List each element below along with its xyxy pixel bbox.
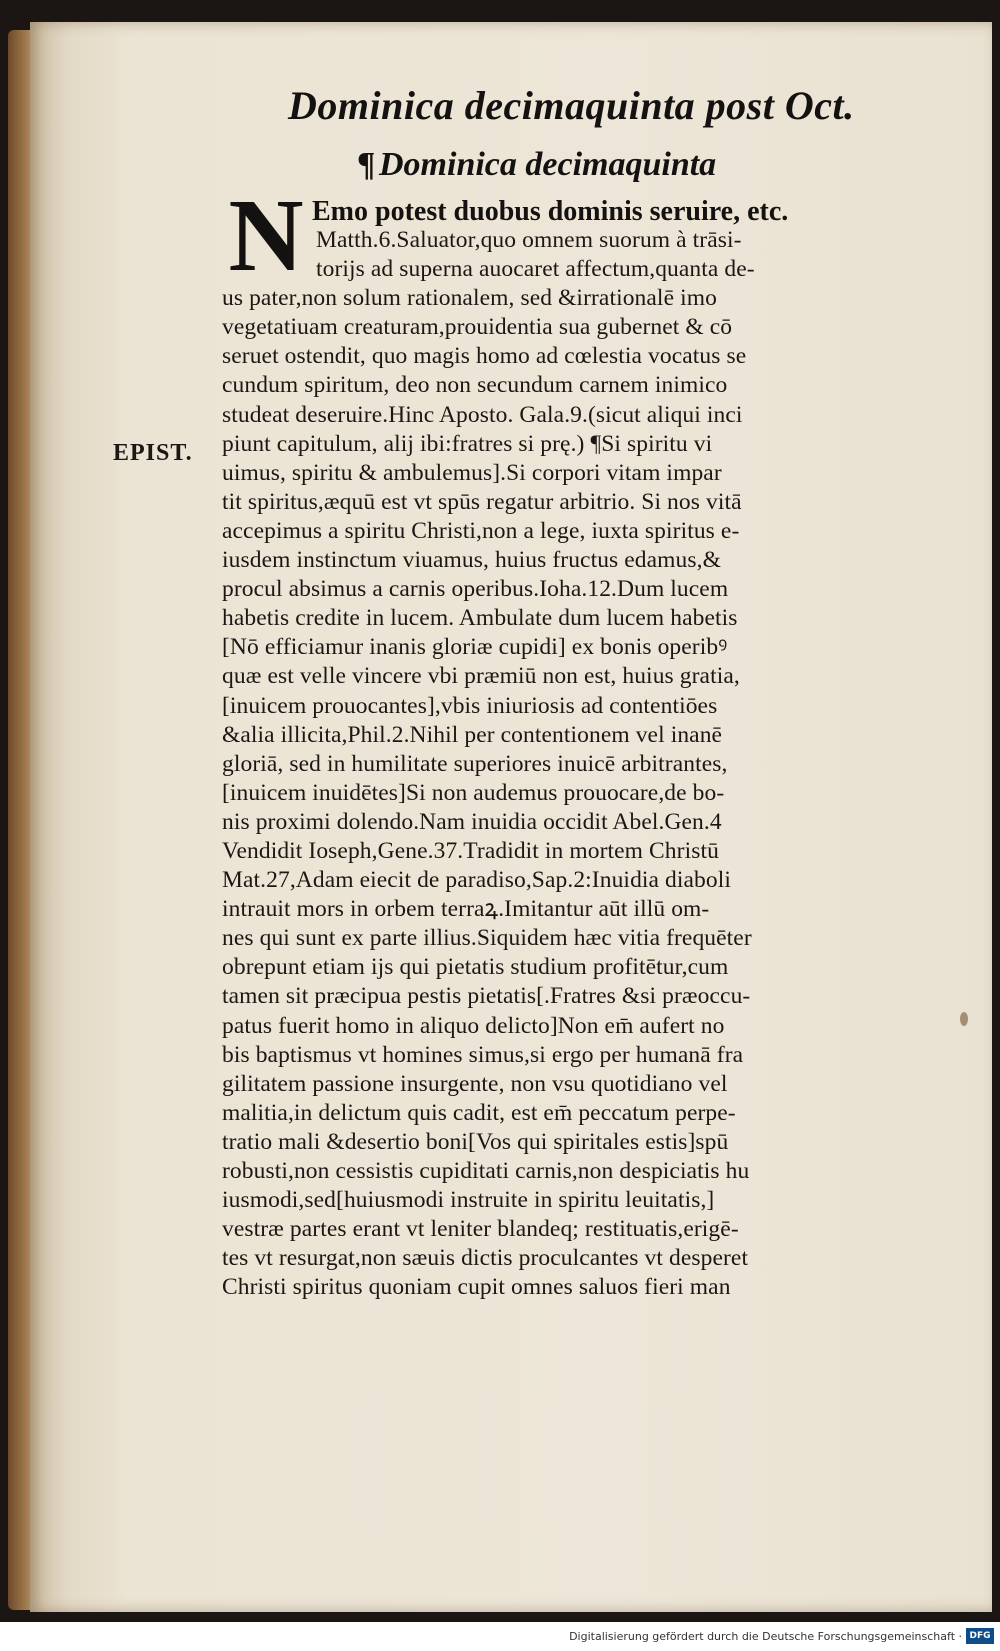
pilcrow-mark: ¶ — [358, 146, 375, 183]
margin-note-epist: EPIST. — [113, 440, 193, 466]
text-line: uimus, spiritu & ambulemus].Si corpori vitam impar — [222, 459, 722, 486]
text-line: intrauit mors in orbem terraꝝ.Imitantur aūt illū om- — [222, 896, 710, 923]
text-line: studeat deseruire.Hinc Aposto. Gala.9.(sicut aliqui inci — [222, 401, 743, 428]
text-line: habetis credite in lucem. Ambulate dum lucem habetis — [222, 605, 738, 632]
text-line: [Nō efficiamur inanis gloriæ cupidi] ex bonis operibꝰ — [222, 634, 728, 661]
drop-cap-initial: N — [228, 178, 304, 293]
funding-credit: Digitalisierung gefördert durch die Deutsche Forschungsgemeinschaft · — [569, 1630, 962, 1643]
text-line: bis baptismus vt homines simus,si ergo per humanā fra — [222, 1041, 744, 1068]
dfg-logo: DFG — [966, 1628, 994, 1644]
text-line: robusti,non cessistis cupiditati carnis,non despiciatis hu — [222, 1158, 750, 1184]
text-line: nis proximi dolendo.Nam inuidia occidit Abel.Gen.4 — [222, 808, 722, 835]
text-line: patus fuerit homo in aliquo delicto]Non em̄ aufert no — [222, 1012, 725, 1039]
text-line: us pater,non solum rationalem, sed &irrationalē imo — [222, 285, 717, 312]
text-line: Mat.27,Adam eiecit de paradiso,Sap.2:Inuidia diaboli — [222, 867, 732, 894]
footer-bar — [0, 1622, 1000, 1651]
text-line: quæ est velle vincere vbi præmiū non est, huius gratia, — [222, 663, 740, 690]
opening-line: Emo potest duobus dominis seruire, etc. — [312, 196, 789, 227]
text-line: iusmodi,sed[huiusmodi instruite in spiritu leuitatis,] — [222, 1187, 715, 1214]
section-title-text: Dominica decimaquinta — [379, 146, 717, 183]
text-line: procul absimus a carnis operibus.Ioha.12.Dum lucem — [222, 576, 729, 603]
text-line: tamen sit præcipua pestis pietatis[.Fratres &si præoccu- — [222, 983, 751, 1010]
text-line: piunt capitulum, alij ibi:fratres si prę.) ¶Si spiritu vi — [222, 430, 713, 457]
paper-blemish — [960, 1012, 968, 1026]
text-line: tratio mali &desertio boni[Vos qui spiritales estis]spū — [222, 1128, 729, 1155]
body-text — [222, 226, 902, 1302]
running-head: Dominica decimaquinta post Oct. — [288, 83, 855, 128]
text-line: iusdem instinctum viuamus, huius fructus edamus,& — [222, 547, 722, 574]
text-line: accepimus a spiritu Christi,non a lege, iuxta spiritus e- — [222, 517, 740, 544]
text-line: torijs ad superna auocaret affectum,quanta de- — [316, 256, 755, 283]
text-line: [inuicem prouocantes],vbis iniuriosis ad contentiōes — [222, 692, 718, 719]
text-line: seruet ostendit, quo magis homo ad cœlestia vocatus se — [222, 343, 747, 370]
section-title — [358, 146, 778, 184]
text-line: Matth.6.Saluator,quo omnem suorum à trāsi- — [316, 227, 742, 253]
text-line: gloriā, sed in humilitate superiores inuicē arbitrantes, — [222, 750, 728, 777]
text-line: [inuicem inuidētes]Si non audemus prouocare,de bo- — [222, 779, 725, 806]
text-line: Vendidit Ioseph,Gene.37.Tradidit in mortem Christū — [222, 837, 719, 864]
text-line: tit spiritus,æquū est vt spūs regatur arbitrio. Si nos vitā — [222, 488, 742, 515]
text-line: vegetatiuam creaturam,prouidentia sua gubernet & cō — [222, 314, 733, 341]
text-line: malitia,in delictum quis cadit, est em̄ peccatum perpe- — [222, 1099, 736, 1126]
text-line: obrepunt etiam ijs qui pietatis studium profitētur,cum — [222, 954, 729, 981]
text-line: cundum spiritum, deo non secundum carnem inimico — [222, 372, 728, 399]
text-line: Christi spiritus quoniam cupit omnes saluos fieri man — [222, 1274, 731, 1301]
text-line: nes qui sunt ex parte illius.Siquidem hæc vitia frequēter — [222, 925, 752, 952]
text-line: gilitatem passione insurgente, non vsu quotidiano vel — [222, 1070, 728, 1097]
text-line: &alia illicita,Phil.2.Nihil per contentionem vel inanē — [222, 721, 723, 748]
text-line: tes vt resurgat,non sæuis dictis proculcantes vt desperet — [222, 1245, 749, 1272]
text-line: vestræ partes erant vt leniter blandeq; restituatis,erigē- — [222, 1216, 739, 1243]
